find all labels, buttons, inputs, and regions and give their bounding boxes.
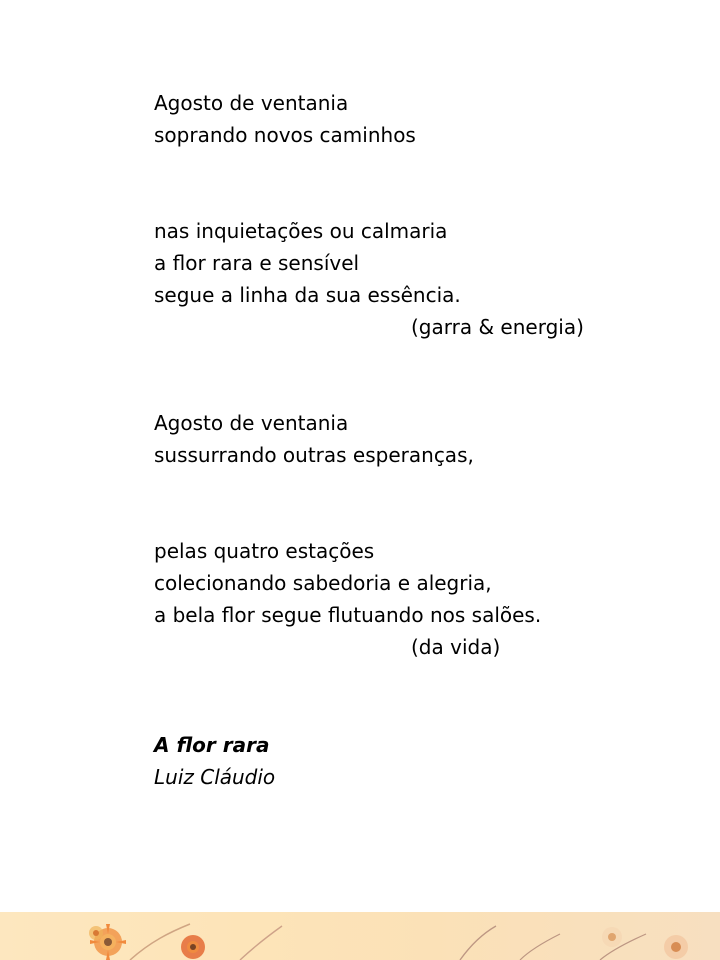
poem-line: Agosto de ventania — [154, 411, 349, 435]
poem-line: a flor rara e sensível — [154, 251, 360, 275]
poem-line: sussurrando outras esperanças, — [154, 443, 474, 467]
poem-line: a bela flor segue flutuando nos salões. — [154, 603, 542, 627]
poem-line: nas inquietações ou calmaria — [154, 219, 448, 243]
poem-line: soprando novos caminhos — [154, 123, 416, 147]
poem-line: colecionando sabedoria e alegria, — [154, 571, 492, 595]
poem-author: Luiz Cláudio — [154, 765, 276, 789]
flower-decoration-icon — [0, 912, 720, 960]
poem-line: pelas quatro estações — [154, 539, 375, 563]
poem-line: Agosto de ventania — [154, 91, 349, 115]
poem-line: segue a linha da sua essência. — [154, 283, 461, 307]
footer-image-strip — [0, 912, 720, 960]
poem-line-parenthetical: (da vida) — [411, 635, 501, 659]
poem-title: A flor rara — [154, 733, 270, 757]
poem-line-parenthetical: (garra & energia) — [411, 315, 584, 339]
